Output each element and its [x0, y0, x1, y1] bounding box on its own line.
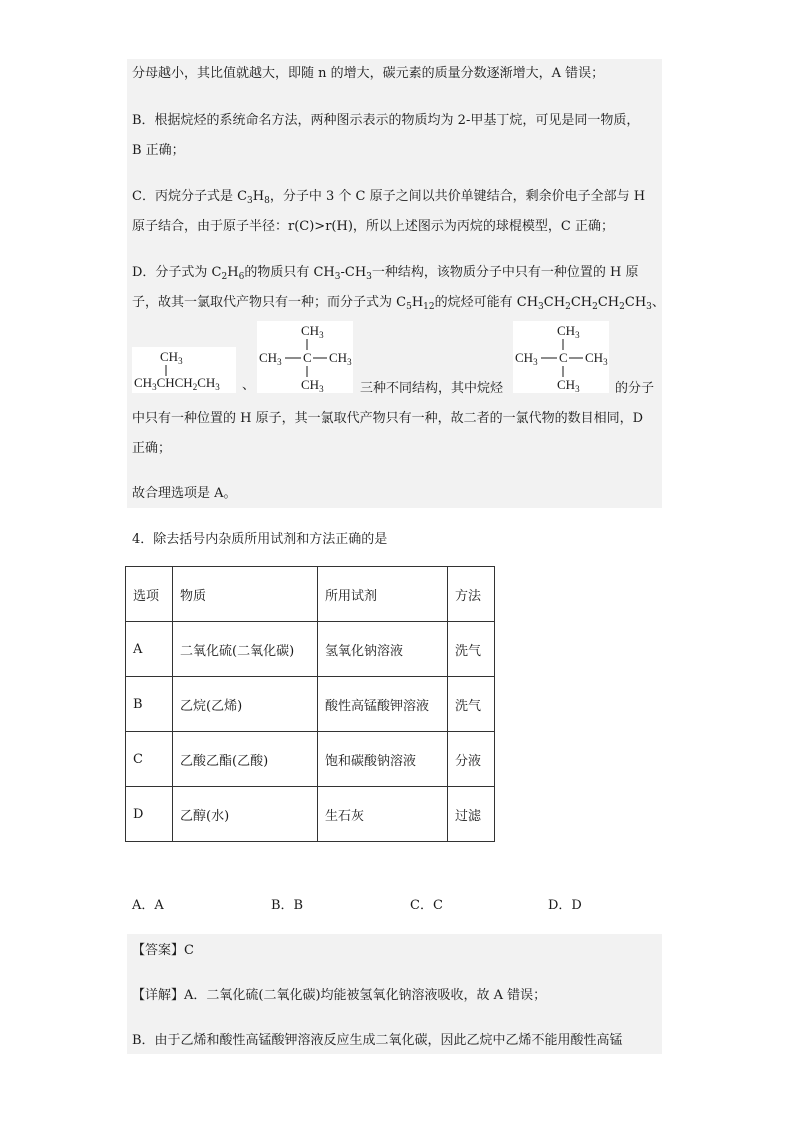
explanation-conclusion: 故合理选项是 A。 — [132, 486, 237, 501]
explanation-line-1: 分母越小，其比值就越大，即随 n 的增大，碳元素的质量分数逐渐增大，A 错误； — [132, 66, 605, 81]
explanation-d-line-1: D．分子式为 $C_2H_6$的物质只有 $CH_3-CH_3$一种结构，该物质分子中只有一种位置的 H 原 — [132, 265, 639, 282]
table-cell: 二氧化硫(二氧化碳) — [173, 622, 318, 677]
separator-comma: 、 — [242, 378, 256, 393]
table-cell: 乙烷(乙烯) — [173, 677, 318, 732]
svg-text:C: C — [303, 350, 312, 365]
svg-text:CH3: $CH_3$ — [301, 377, 324, 393]
table-cell: 氢氧化钠溶液 — [318, 622, 448, 677]
table-header-cell: 方法 — [448, 567, 495, 622]
explanation-b-line-1: B．根据烷烃的系统命名方法，两种图示表示的物质均为 2-甲基丁烷，可见是同一物质， — [132, 113, 640, 128]
table-row — [126, 787, 495, 842]
answer-line: 【答案】C — [132, 943, 194, 958]
svg-text:CH3: $CH_3$ — [329, 350, 352, 367]
table-cell: C — [126, 732, 173, 787]
isopentane-structure — [132, 347, 236, 393]
answer-choices — [132, 896, 652, 916]
table-row — [126, 732, 495, 787]
svg-text:CH3: $CH_3$ — [557, 323, 580, 340]
table-row — [126, 677, 495, 732]
reagent-table — [125, 566, 495, 842]
explanation-d-line-2: 子，故其一氯取代产物只有一种；而分子式为 $C_5H_{12}$的烷烃可能有 $CH_3CH_2CH_2CH_2CH_3$、 — [132, 295, 665, 312]
table-row — [126, 622, 495, 677]
explanation-d-line-5: 正确； — [132, 441, 172, 456]
svg-text:CH3: $CH_3$ — [259, 350, 282, 367]
table-cell: D — [126, 787, 173, 842]
table-header-cell: 选项 — [126, 567, 173, 622]
table-cell: 过滤 — [448, 787, 495, 842]
choice-b[interactable]: B．B — [271, 898, 304, 913]
table-cell: 洗气 — [448, 677, 495, 732]
table-cell: 酸性高锰酸钾溶液 — [318, 677, 448, 732]
explanation-d-line-3-end: 的分子 — [615, 381, 655, 396]
answer-detail-1: 【详解】A．二氧化硫(二氧化碳)均能被氢氧化钠溶液吸收，故 A 错误； — [132, 988, 547, 1003]
svg-text:CH3: $CH_3$ — [301, 323, 324, 340]
table-header-cell: 物质 — [173, 567, 318, 622]
explanation-d-line-4: 中只有一种位置的 H 原子，其一氯取代产物只有一种，故二者的一氯代物的数目相同，D — [132, 411, 644, 426]
svg-text:C: C — [559, 350, 568, 365]
choice-c[interactable]: C．C — [410, 898, 443, 913]
table-cell: 饱和碳酸钠溶液 — [318, 732, 448, 787]
isopentane-top-ch3: $CH_3$ — [160, 349, 183, 366]
neopentane-structure-1 — [257, 321, 353, 393]
question-stem: 4．除去括号内杂质所用试剂和方法正确的是 — [132, 532, 388, 547]
table-header-row — [126, 567, 495, 622]
choice-d[interactable]: D．D — [548, 898, 582, 913]
table-header-cell: 所用试剂 — [318, 567, 448, 622]
table-cell: B — [126, 677, 173, 732]
svg-text:CH3: $CH_3$ — [585, 350, 608, 367]
isopentane-main-chain: $CH_3CHCH_2CH_3$ — [134, 375, 220, 392]
table-cell: 乙醇(水) — [173, 787, 318, 842]
svg-text:CH3: $CH_3$ — [515, 350, 538, 367]
neopentane-structure-2 — [513, 321, 609, 393]
table-cell: A — [126, 622, 173, 677]
choice-a[interactable]: A．A — [132, 898, 164, 913]
explanation-b-line-2: B 正确； — [132, 143, 185, 158]
explanation-c-line-2: 原子结合，由于原子半径：r(C)>r(H)，所以上述图示为丙烷的球棍模型，C 正确； — [132, 219, 614, 234]
table-cell: 生石灰 — [318, 787, 448, 842]
explanation-c-line-1: C．丙烷分子式是 $C_3H_8$，分子中 3 个 C 原子之间以共价单键结合，剩余价电子全部与 H — [132, 189, 646, 206]
svg-text:CH3: $CH_3$ — [557, 377, 580, 393]
table-cell: 洗气 — [448, 622, 495, 677]
explanation-d-line-3-mid: 三种不同结构，其中烷烃 — [360, 381, 504, 396]
table-cell: 分液 — [448, 732, 495, 787]
table-cell: 乙酸乙酯(乙酸) — [173, 732, 318, 787]
answer-detail-2: B．由于乙烯和酸性高锰酸钾溶液反应生成二氧化碳，因此乙烷中乙烯不能用酸性高锰 — [132, 1033, 623, 1048]
